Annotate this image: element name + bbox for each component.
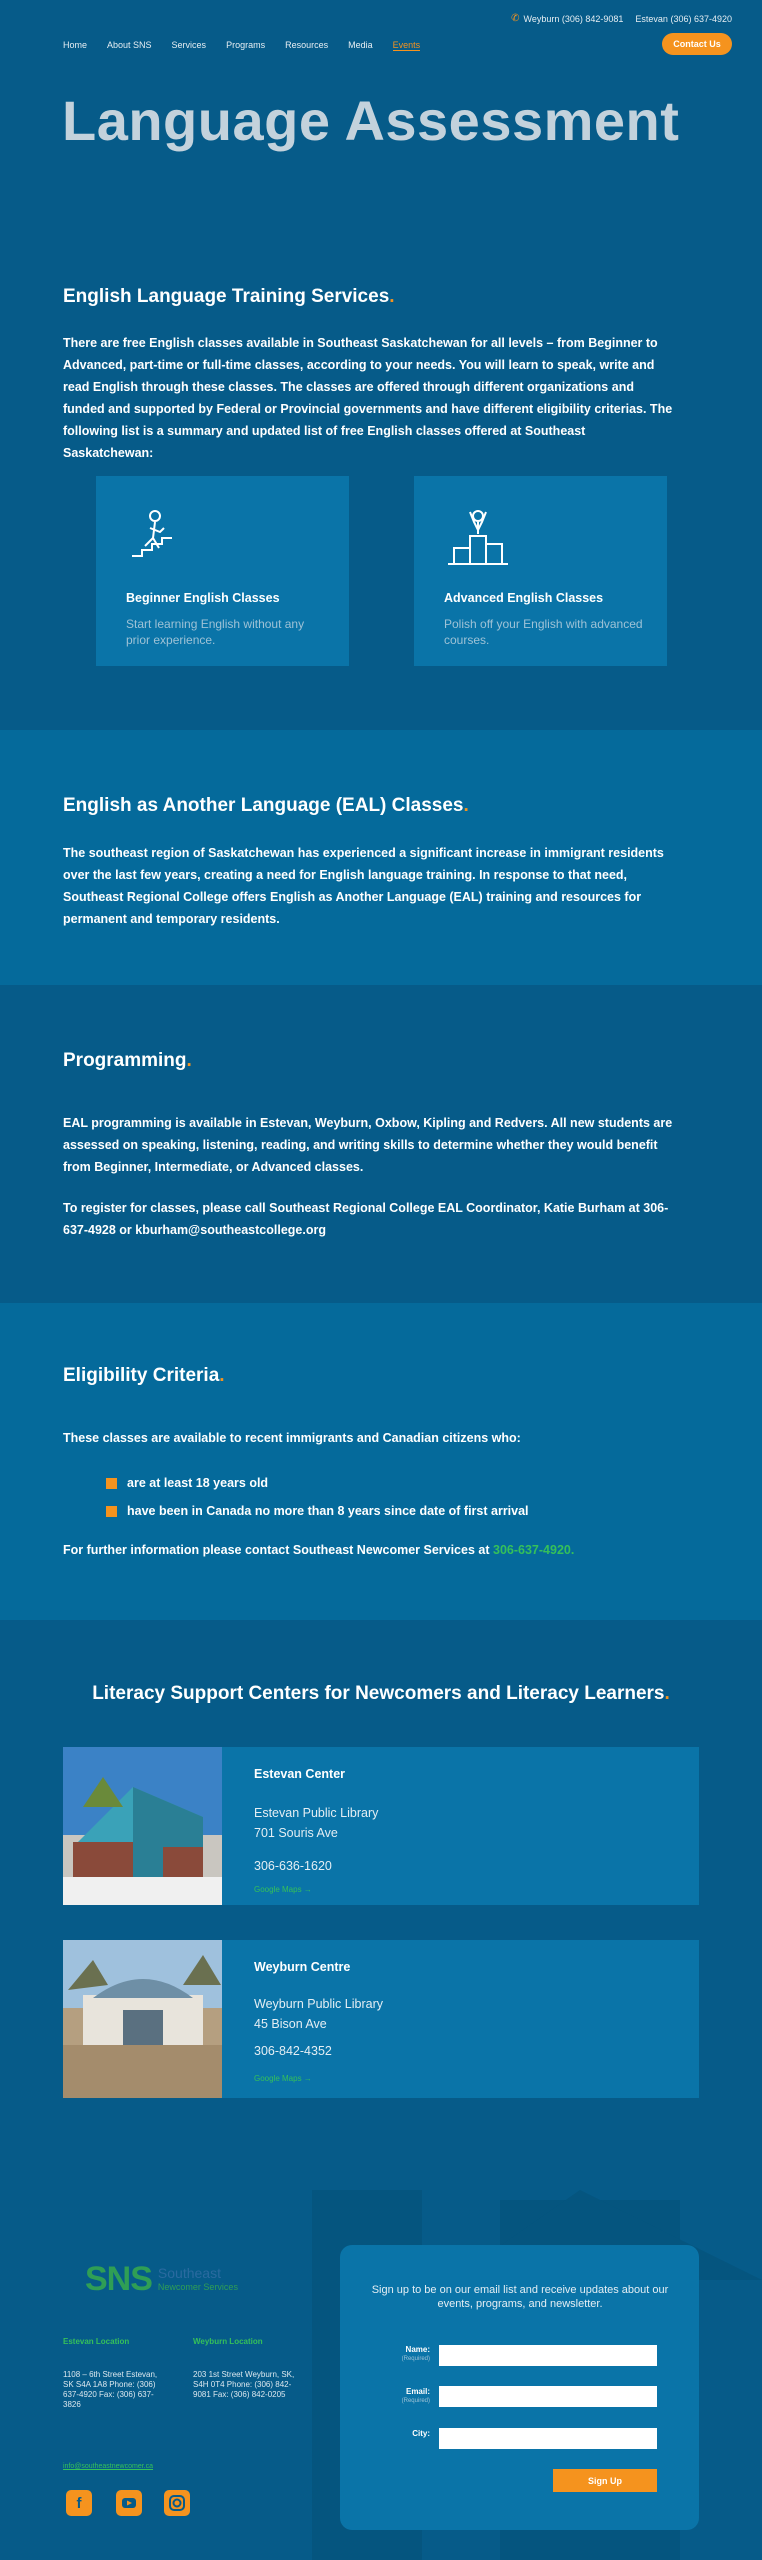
weyburn-location-address: 203 1st Street Weyburn, SK, S4H 0T4 Phone: (306) 842-9081 Fax: (306) 842-0205 (193, 2370, 295, 2399)
estevan-phone[interactable]: Estevan (306) 637-4920 (635, 13, 732, 24)
eligibility-heading: Eligibility Criteria. (63, 1365, 225, 1386)
nav-resources[interactable]: Resources (285, 40, 329, 50)
city-label: City: (412, 2429, 430, 2438)
advanced-card-desc: Polish off your English with advanced courses. (444, 617, 643, 647)
arrow-right-icon: → (303, 2074, 312, 2083)
name-label: Name: (405, 2345, 430, 2354)
contact-us-button[interactable]: Contact Us (662, 33, 732, 55)
estevan-google-maps-link[interactable] (254, 1885, 312, 1894)
sns-logo-line2: Newcomer Services (157, 2281, 238, 2292)
estevan-location-title: Estevan Location (63, 2337, 130, 2346)
sign-up-button[interactable]: Sign Up (553, 2469, 657, 2492)
sns-logo-text (158, 2266, 238, 2294)
estevan-center-card (63, 1747, 699, 1905)
eligibility-contact (63, 1539, 673, 1561)
podium-winner-icon (444, 506, 514, 576)
instagram-icon[interactable] (164, 2490, 190, 2516)
weyburn-center-address (254, 1994, 383, 2034)
estevan-center-phone: 306-636-1620 (254, 1859, 332, 1873)
eligibility-heading-text: Eligibility Criteria (63, 1365, 220, 1386)
nav-about[interactable]: About SNS (107, 40, 152, 50)
main-nav (63, 40, 420, 51)
eligibility-item-text: are at least 18 years old (127, 1476, 269, 1490)
literacy-heading-text: Literacy Support Centers for Newcomers and Literacy Learners (92, 1683, 665, 1704)
weyburn-center-card (63, 1940, 699, 2098)
eligibility-intro: These classes are available to recent immigrants and Canadian citizens who: (63, 1431, 521, 1445)
weyburn-library-photo (63, 1940, 222, 2098)
weyburn-google-maps-text: Google Maps (254, 2074, 302, 2083)
programming-paragraph-2: To register for classes, please call Southeast Regional College EAL Coordinator, Katie Burham at 306-637-4928 or kburham@southeastcollege.org (63, 1201, 669, 1237)
training-heading: English Language Training Services. (63, 286, 395, 307)
topbar (511, 13, 732, 24)
training-section (0, 240, 762, 730)
eal-section (0, 730, 762, 985)
eligibility-section (0, 1303, 762, 1620)
beginner-card[interactable] (96, 476, 349, 666)
estevan-google-maps-text: Google Maps (254, 1885, 302, 1894)
weyburn-street: 45 Bison Ave (254, 2017, 327, 2031)
nav-home[interactable]: Home (63, 40, 88, 50)
weyburn-phone[interactable] (511, 13, 623, 24)
estevan-location-address: 1108 – 6th Street Estevan, SK S4A 1A8 Phone: (306) 637-4920 Fax: (306) 637-3826 (63, 2370, 158, 2409)
eal-heading: English as Another Language (EAL) Classes. (63, 795, 469, 816)
programming-heading: Programming. (63, 1050, 192, 1071)
estevan-center-address (254, 1803, 378, 1843)
stairs-climber-icon (126, 506, 196, 576)
eligibility-contact-text: For further information please contact Southeast Newcomer Services at (63, 1543, 490, 1557)
email-field[interactable] (439, 2386, 657, 2407)
advanced-card[interactable] (414, 476, 667, 666)
nav-events[interactable]: Events (392, 40, 421, 50)
programming-heading-text: Programming (63, 1050, 187, 1071)
weyburn-center-phone: 306-842-4352 (254, 2044, 332, 2058)
eal-paragraph: The southeast region of Saskatchewan has experienced a significant increase in immigrant residents over the last few years, creating a need for English language training. In response to that need, Southeast Regional College offers English as Another Language (EAL) training and resources for permanent and temporary residents. (63, 846, 664, 926)
eligibility-item (106, 1504, 529, 1518)
facebook-icon[interactable]: f (66, 2490, 92, 2516)
sns-logo-line1: Southeast (157, 2264, 221, 2281)
city-field[interactable] (439, 2428, 657, 2449)
weyburn-center-name: Weyburn Centre (254, 1960, 351, 1974)
sns-logo[interactable] (85, 2260, 238, 2299)
programming-paragraph-1: EAL programming is available in Estevan, Weyburn, Oxbow, Kipling and Redvers. All new students are assessed on speaking, listening, reading, and writing skills to determine whether they would benefit from Beginner, Intermediate, or Advanced classes. (63, 1116, 673, 1174)
footer-email-link[interactable]: info@southeastnewcomer.ca (63, 2463, 153, 2470)
page-title: Language Assessment (62, 89, 680, 152)
name-required-note: (Required) (401, 2356, 430, 2362)
estevan-library-name: Estevan Public Library (254, 1806, 379, 1820)
sns-logo-mark: SNS (85, 2260, 152, 2298)
programming-section (0, 985, 762, 1303)
email-label: Email: (405, 2387, 430, 2396)
literacy-section (0, 1620, 762, 2100)
estevan-street: 701 Souris Ave (254, 1826, 338, 1840)
weyburn-phone-text: Weyburn (306) 842-9081 (523, 13, 624, 24)
beginner-card-desc: Start learning English without any prior experience. (126, 617, 305, 647)
training-heading-text: English Language Training Services (63, 286, 390, 307)
hero-header (0, 0, 762, 240)
bullet-square-icon (106, 1478, 117, 1489)
name-field[interactable] (439, 2345, 657, 2366)
arrow-right-icon: → (303, 1885, 312, 1894)
advanced-card-title: Advanced English Classes (444, 591, 604, 605)
signup-intro: Sign up to be on our email list and receive updates about our events, programs, and newsletter. (371, 2284, 669, 2310)
newsletter-signup-form (340, 2245, 699, 2530)
eal-heading-text: English as Another Language (EAL) Classes (63, 795, 464, 816)
bullet-square-icon (106, 1506, 117, 1517)
eligibility-contact-phone[interactable]: 306-637-4920. (493, 1543, 575, 1557)
training-paragraph: There are free English classes available in Southeast Saskatchewan for all levels – from Beginner to Advanced, part-time or full-time classes, according to your needs. You will learn to speak, write and read English through these classes. The classes are offered through different organizations and funded and supported by Federal or Provincial governments and have different eligibility criterias. The following list is a summary and updated list of free English classes offered at Southeast Saskatchewan: (63, 336, 673, 460)
nav-programs[interactable]: Programs (226, 40, 266, 50)
weyburn-google-maps-link[interactable] (254, 2074, 312, 2083)
phone-icon: ✆ (511, 13, 520, 24)
weyburn-location-title: Weyburn Location (193, 2337, 263, 2346)
weyburn-library-name: Weyburn Public Library (254, 1997, 383, 2011)
literacy-heading: Literacy Support Centers for Newcomers and Literacy Learners. (92, 1683, 670, 1704)
footer (0, 2100, 762, 2560)
nav-services[interactable]: Services (171, 40, 207, 50)
eligibility-item-text: have been in Canada no more than 8 years since date of first arrival (127, 1504, 529, 1518)
eligibility-item (106, 1476, 268, 1490)
estevan-library-photo (63, 1747, 222, 1905)
estevan-center-name: Estevan Center (254, 1767, 346, 1781)
youtube-icon[interactable] (116, 2490, 142, 2516)
nav-media[interactable]: Media (348, 40, 373, 50)
email-required-note: (Required) (401, 2398, 430, 2404)
beginner-card-title: Beginner English Classes (126, 591, 280, 605)
